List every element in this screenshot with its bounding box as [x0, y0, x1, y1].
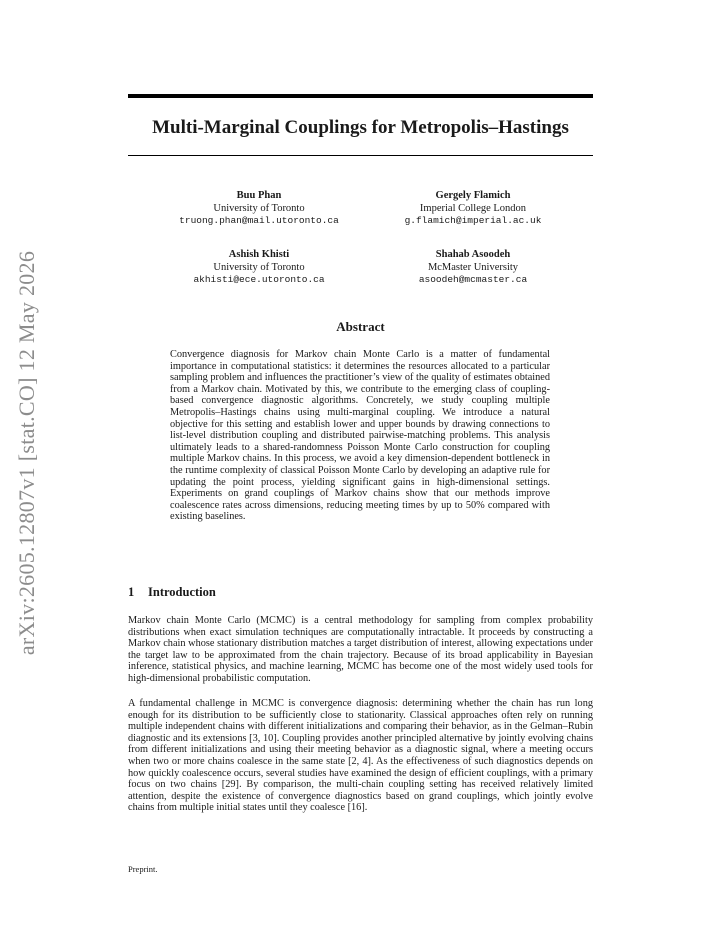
author-block [154, 249, 364, 287]
author-name: Gergely Flamich [435, 190, 511, 201]
author-name: Ashish Khisti [228, 249, 290, 260]
section-number: 1 [128, 585, 135, 599]
abstract-text: Convergence diagnosis for Markov chain Monte Carlo is a matter of fundamental importance in computational statistics: it determines the resources allocated to a particular sampling problem and influences the practitioner’s view of the quality of estimates obtained from a Markov chain. Motivated by this, we contribute to the emerging class of coupling-based convergence diagnostic algorithms. Concretely, we study coupling multiple Metropolis–Hastings chains using multi-marginal coupling. We introduce a natural objective for this setting and establish lower and upper bounds by drawing connections to list-level distribution coupling and distributed pairwise-matching problems. This analysis ultimately leads to a shared-randomness Poisson Monte Carlo construction for coupling multiple Markov chains. In this process, we avoid a key dimension-dependent bottleneck in the runtime complexity of classical Poisson Monte Carlo by developing an adaptive rule for updating the point process, yielding significant gains in high-dimensional settings. Experiments on grand couplings of Markov chains show that our methods improve coalescence rates across dimensions, reducing meeting times by up to 50% compared with existing baselines. [170, 349, 550, 523]
author-name: Shahab Asoodeh [435, 249, 511, 260]
arxiv-identifier [12, 248, 42, 658]
title-top-rule [128, 94, 593, 98]
section-heading [128, 585, 216, 600]
author-email: asoodeh@mcmaster.ca [418, 274, 528, 285]
author-block [368, 190, 578, 228]
author-affiliation: University of Toronto [213, 261, 305, 273]
preprint-footer: Preprint. [128, 864, 158, 874]
author-block [154, 190, 364, 228]
author-email: truong.phan@mail.utoronto.ca [179, 215, 339, 226]
author-email: g.flamich@imperial.ac.uk [404, 215, 542, 226]
author-block [368, 249, 578, 287]
author-affiliation: McMaster University [427, 261, 519, 273]
author-name: Buu Phan [236, 190, 282, 201]
paper-title: Multi-Marginal Couplings for Metropolis–Hastings [152, 117, 569, 138]
intro-paragraph: Markov chain Monte Carlo (MCMC) is a central methodology for sampling from complex probability distributions when exact simulation techniques are computationally intractable. It proceeds by constructing a Markov chain whose stationary distribution matches a target distribution of interest, allowing expectations under the target law to be approximated from the chain trajectory. Because of its broad applicability in Bayesian inference, statistical physics, and machine learning, MCMC has become one of the most widely used tools for high-dimensional probabilistic computation. [128, 615, 593, 684]
section-title: Introduction [148, 585, 216, 599]
abstract-heading: Abstract [336, 319, 385, 334]
author-affiliation: Imperial College London [419, 202, 527, 214]
title-bottom-rule [128, 155, 593, 156]
arxiv-identifier-text: arXiv:2605.12807v1 [stat.CO] 12 May 2026 [14, 250, 39, 656]
author-email: akhisti@ece.utoronto.ca [193, 274, 325, 285]
intro-paragraph: A fundamental challenge in MCMC is convergence diagnosis: determining whether the chain has run long enough for its distribution to be sufficiently close to stationarity. Classical approaches often rely on running multiple independent chains with different initializations and comparing their behavior, as in the Gelman–Rubin diagnostic and its extensions [3, 10]. Coupling provides another principled alternative by jointly evolving chains from different initializations and using their meeting behavior as a diagnostic signal, where a meeting occurs when two or more chains coalesce in the same state [2, 4]. As the effectiveness of such diagnostics depends on how quickly coalescence occurs, several studies have examined the design of efficient couplings, with a primary focus on two chains [29]. By comparison, the multi-chain coupling setting has received relatively limited attention, despite the existence of convergence diagnostics based on grand couplings, which jointly evolve chains from multiple initial states until they coalesce [16]. [128, 698, 593, 814]
author-affiliation: University of Toronto [213, 202, 305, 214]
